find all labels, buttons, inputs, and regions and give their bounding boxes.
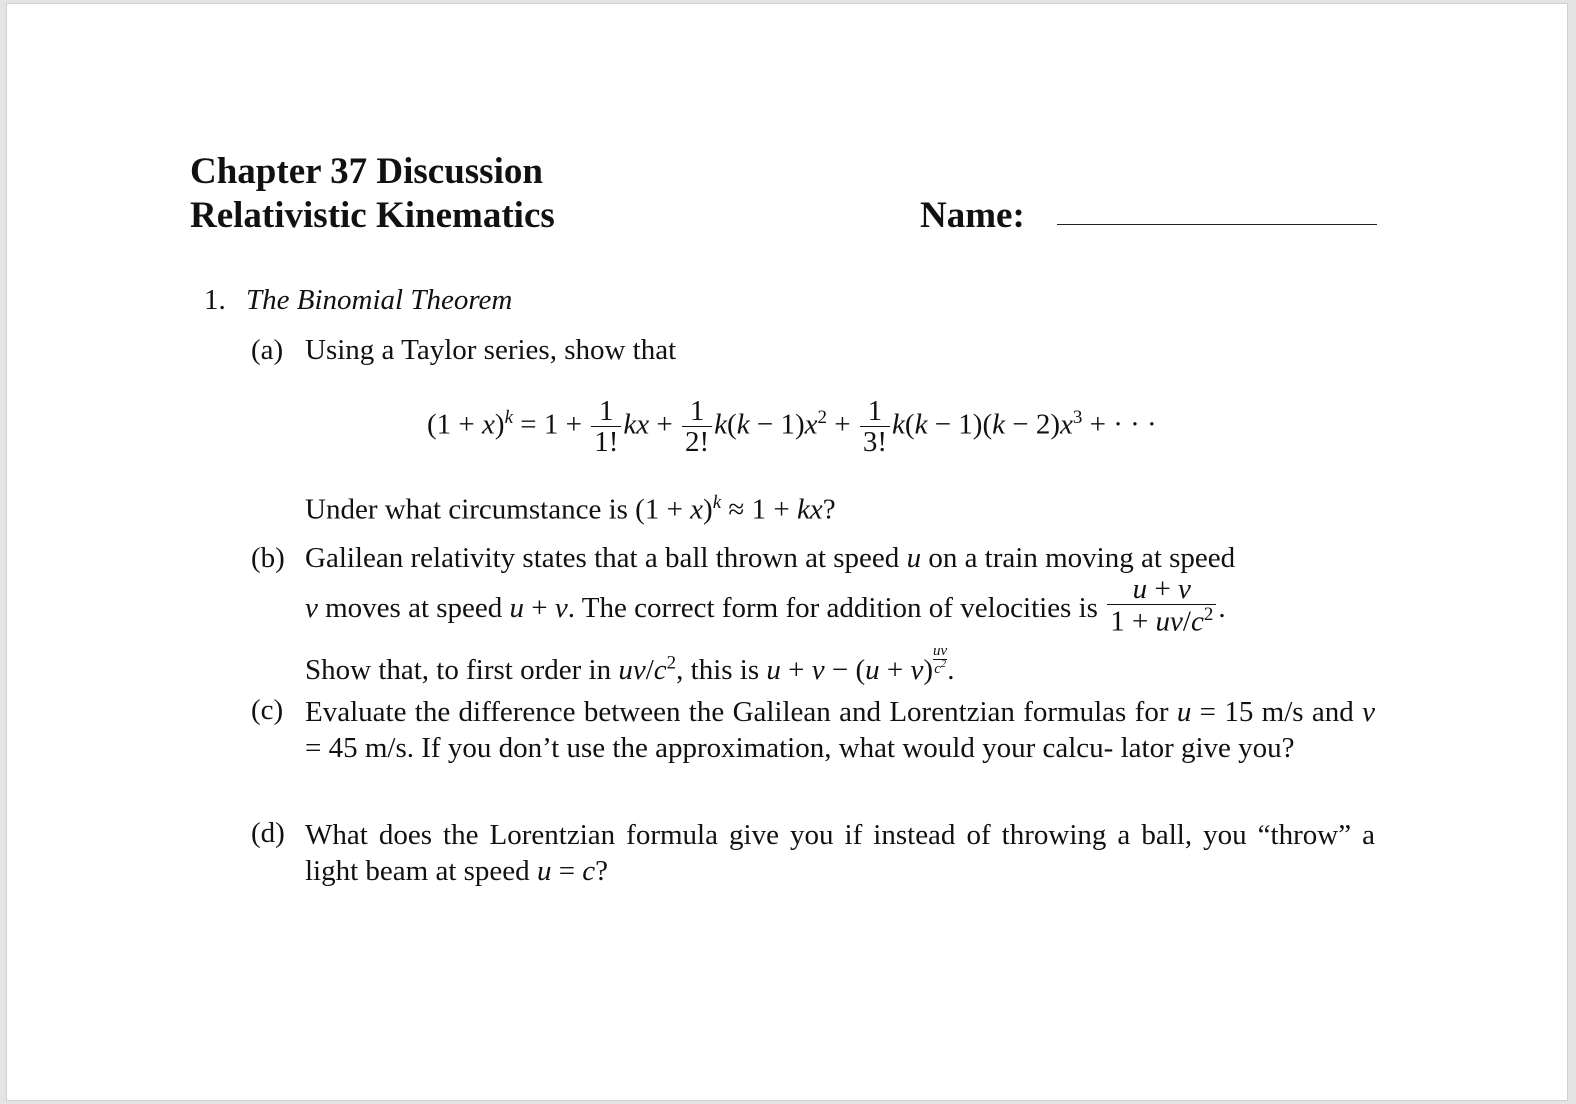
part-a-followup: Under what circumstance is $(1 + x)^k \approx 1$ + kx? [305,492,836,526]
worksheet-page [6,3,1568,1101]
part-a-text: Using a Taylor series, show that [305,334,677,366]
part-d-text: What does the Lorentzian formula give you if instead of throwing a ball, you “throw” a light beam at speed u = c? [305,819,1375,887]
part-a-label: (a) [251,334,284,366]
name-label: Name: [920,195,1025,236]
part-c-label: (c) [251,694,284,726]
taylor-equation: $(1 + x)^k = 1$ + $\frac{1}{1!}$ kx + $\frac{1}{2!}$ $k(k - 1)x^2$ + $\frac{1}{3!}$ $k(k - 1)(k - 2)x^3$ + · · · [427,395,1157,459]
part-d-label: (d) [251,817,285,849]
part-b-line2: v moves at speed u + v. The correct form for addition of velocities is $\frac{u + v}{1 + uv/c^2}$ . [305,573,1226,639]
chapter-subtitle: Relativistic Kinematics [190,195,555,236]
part-b-line3: Show that, to first order in $uv/c^2$, this is u + v − (u + v) $\frac{uv}{c^2}$ . [305,643,955,686]
part-b-line1: Galilean relativity states that a ball thrown at speed u on a train moving at speed [305,542,1236,574]
name-blank-line[interactable] [1057,224,1377,225]
problem-title: The Binomial Theorem [246,284,513,316]
part-c-text: Evaluate the difference between the Galilean and Lorentzian formulas for u = 15 m/s and v = 45 m/s. If you don’t use the approximation, what would your calcu- lator give you? [305,696,1375,764]
part-b-label: (b) [251,542,285,574]
problem-number: 1. [204,284,226,316]
chapter-title: Chapter 37 Discussion [190,151,543,192]
